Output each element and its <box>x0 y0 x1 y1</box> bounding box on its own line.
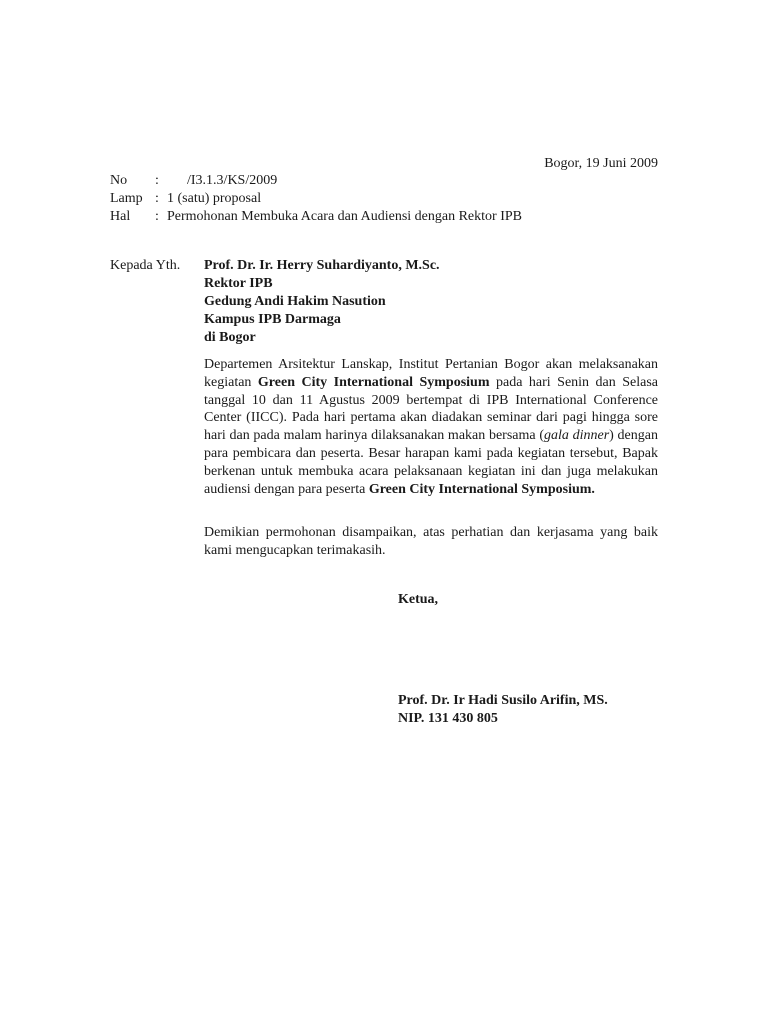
meta-colon: : <box>155 173 159 188</box>
recipient-building: Gedung Andi Hakim Nasution <box>204 294 386 309</box>
event-name: Green City International Symposium. <box>368 481 595 497</box>
meta-label: Lamp <box>110 191 143 206</box>
meta-label: No <box>110 173 128 188</box>
letter-meta <box>110 172 522 226</box>
meta-number-gap <box>167 172 187 190</box>
body-paragraph-2: Demikian permohonan disampaikan, atas perhatian dan kerjasama yang baik kami mengucapkan terimakasih. <box>204 525 658 558</box>
para1-text: Departemen Arsitektur Lanskap, Institut Pertanian Bogor akan melaksanakan kegiatan <box>204 357 658 390</box>
signer-name: Prof. Dr. Ir Hadi Susilo Arifin, MS. <box>398 693 608 708</box>
recipient-name: Prof. Dr. Ir. Herry Suhardiyanto, M.Sc. <box>204 258 440 273</box>
meta-value: /I3.1.3/KS/2009 <box>187 173 278 188</box>
place-date: Bogor, 19 Juni 2009 <box>544 156 658 171</box>
event-name: Green City International Symposium <box>257 374 490 390</box>
para1-text: pada hari Senin dan Selasa tanggal 10 dan 11 Agustus 2009 bertempat di IPB International Conference Center (IICC). Pada hari pertama akan diadakan seminar dari pagi hingga sore hari dan pada malam harinya dilaksanakan makan bersama ( <box>204 374 659 444</box>
meta-row-attachment <box>110 190 522 208</box>
meta-value: 1 (satu) proposal <box>167 191 262 206</box>
meta-value: Permohonan Membuka Acara dan Audiensi dengan Rektor IPB <box>167 209 522 224</box>
recipient-block <box>204 257 440 347</box>
recipient-city: di Bogor <box>204 330 256 345</box>
closing-title: Ketua, <box>398 592 439 607</box>
signature-block <box>398 692 608 728</box>
meta-colon: : <box>155 209 159 224</box>
recipient-title: Rektor IPB <box>204 276 273 291</box>
body-paragraph-1 <box>204 356 658 498</box>
gala-dinner-term: gala dinner <box>544 428 610 444</box>
meta-row-subject <box>110 208 522 226</box>
signer-nip: NIP. 131 430 805 <box>398 711 498 726</box>
recipient-label: Kepada Yth. <box>110 258 181 273</box>
meta-label: Hal <box>110 209 131 224</box>
recipient-campus: Kampus IPB Darmaga <box>204 312 341 327</box>
para1-text: ) dengan para pembicara dan peserta. Besar harapan kami pada kegiatan tersebut, Bapak berkenan untuk membuka acara pelaksanaan kegiatan ini dan juga melakukan audiensi dengan para peserta <box>204 428 658 497</box>
meta-row-number <box>110 172 522 190</box>
meta-colon: : <box>155 191 159 206</box>
